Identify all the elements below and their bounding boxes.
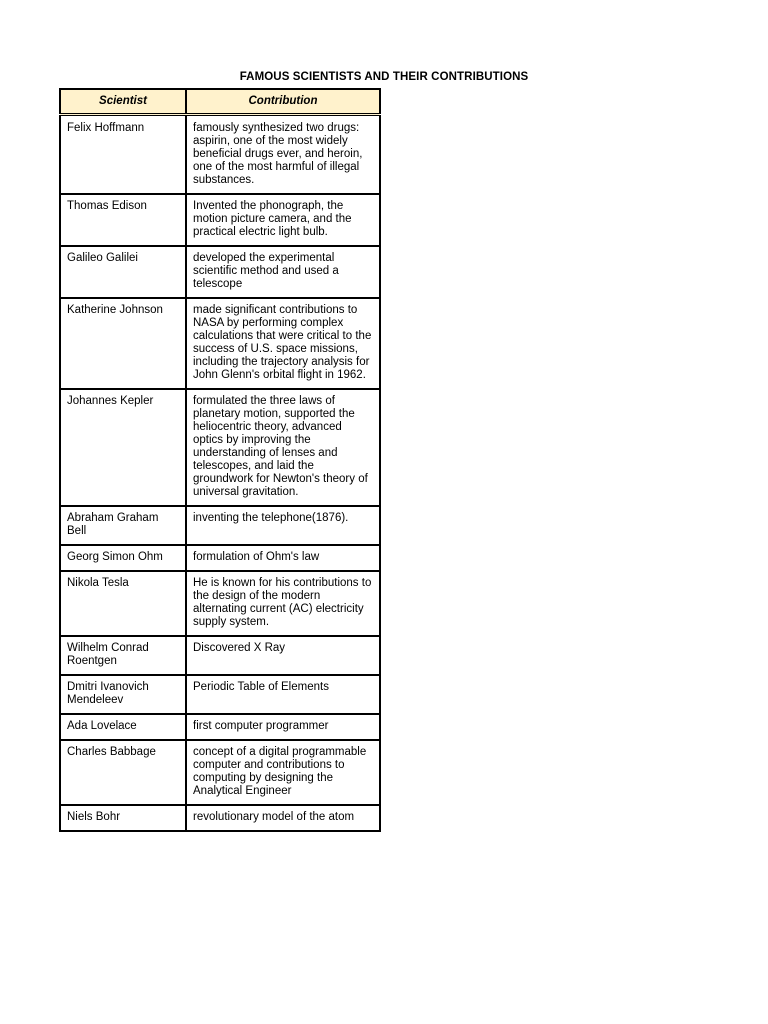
table-row [60,805,380,831]
contribution-cell: famously synthesized two drugs: aspirin, one of the most widely beneficial drugs ever, and heroin, one of the most harmful of illegal substances. [186,115,380,195]
scientist-cell: Dmitri Ivanovich Mendeleev [60,675,186,714]
scientists-table [59,88,381,832]
table-body [60,115,380,832]
table-row [60,740,380,805]
scientist-cell: Ada Lovelace [60,714,186,740]
scientist-cell: Abraham Graham Bell [60,506,186,545]
scientist-cell: Thomas Edison [60,194,186,246]
scientist-cell: Charles Babbage [60,740,186,805]
table-row [60,714,380,740]
contribution-cell: formulated the three laws of planetary motion, supported the heliocentric theory, advanced optics by improving the understanding of lenses and telescopes, and laid the groundwork for Newton's theory of universal gravitation. [186,389,380,506]
table-header [60,89,380,115]
contribution-cell: Invented the phonograph, the motion picture camera, and the practical electric light bulb. [186,194,380,246]
table-row [60,115,380,195]
contribution-cell: concept of a digital programmable computer and contributions to computing by designing the Analytical Engineer [186,740,380,805]
scientist-cell: Johannes Kepler [60,389,186,506]
contribution-cell: formulation of Ohm's law [186,545,380,571]
scientist-cell: Galileo Galilei [60,246,186,298]
table-row [60,194,380,246]
table-row [60,506,380,545]
table-row [60,545,380,571]
table-row [60,571,380,636]
scientist-cell: Wilhelm Conrad Roentgen [60,636,186,675]
scientist-cell: Georg Simon Ohm [60,545,186,571]
contribution-cell: He is known for his contributions to the design of the modern alternating current (AC) electricity supply system. [186,571,380,636]
page-title: FAMOUS SCIENTISTS AND THEIR CONTRIBUTIONS [239,71,529,83]
table-row [60,246,380,298]
contribution-cell: Discovered X Ray [186,636,380,675]
scientist-cell: Nikola Tesla [60,571,186,636]
scientist-cell: Katherine Johnson [60,298,186,389]
scientist-cell: Niels Bohr [60,805,186,831]
table-row [60,389,380,506]
table-row [60,675,380,714]
table-row [60,636,380,675]
column-header-contribution: Contribution [186,89,380,115]
contribution-cell: first computer programmer [186,714,380,740]
scientist-cell: Felix Hoffmann [60,115,186,195]
contribution-cell: developed the experimental scientific method and used a telescope [186,246,380,298]
contribution-cell: inventing the telephone(1876). [186,506,380,545]
table-row [60,298,380,389]
contribution-cell: Periodic Table of Elements [186,675,380,714]
header-row [60,89,380,115]
contribution-cell: revolutionary model of the atom [186,805,380,831]
column-header-scientist: Scientist [60,89,186,115]
contribution-cell: made significant contributions to NASA by performing complex calculations that were critical to the success of U.S. space missions, including the trajectory analysis for John Glenn's orbital flight in 1962. [186,298,380,389]
